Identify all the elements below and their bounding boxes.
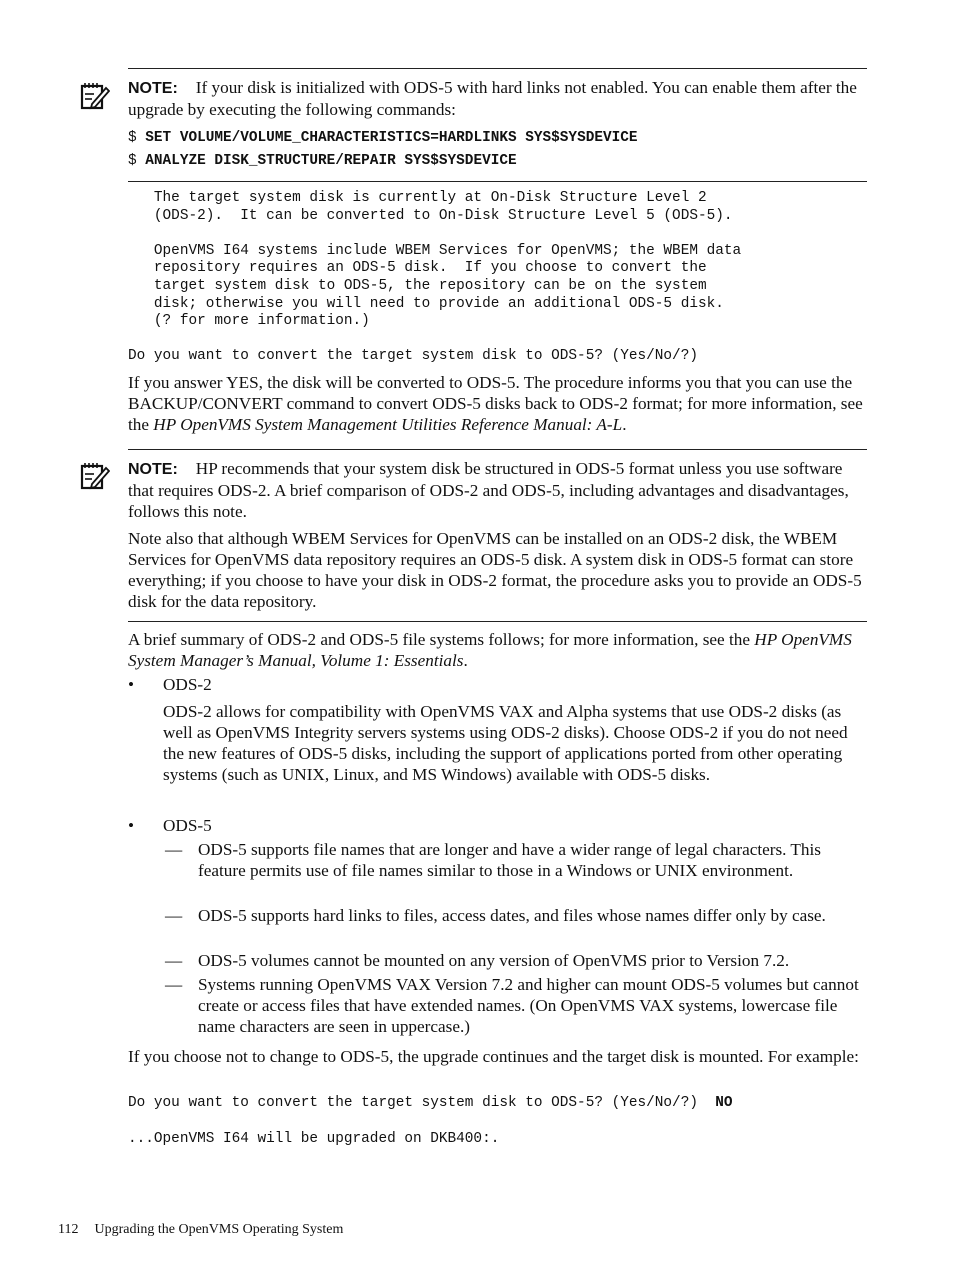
console-output-1 [128, 190, 741, 366]
paragraph-summary: A brief summary of ODS-2 and ODS-5 file systems follows; for more information, see the HP OpenVMS System Manager’s Manual, Volume 1: Essentials. [128, 630, 852, 670]
note-pencil-icon [80, 460, 110, 492]
bullet-ods2-title: ODS-2 [163, 675, 212, 694]
console-line: (? for more information.) [128, 313, 370, 330]
footer-section-title: Upgrading the OpenVMS Operating System [94, 1222, 344, 1237]
page-number: 112 [58, 1222, 79, 1237]
console-line: (ODS-2). It can be converted to On-Disk Structure Level 5 (ODS-5). [128, 207, 733, 224]
note2-bottom-rule [128, 621, 867, 622]
note1-label: NOTE: [128, 80, 178, 97]
note2-label: NOTE: [128, 461, 178, 478]
console-line: repository requires an ODS-5 disk. If you choose to convert the [128, 260, 707, 277]
bullet-ods5-title: ODS-5 [163, 816, 212, 835]
note1-text: NOTE: If your disk is initialized with ODS-5 with hard links not enabled. You can enable them after the upgrade by executing the following commands: [128, 78, 857, 119]
console-result-2: ...OpenVMS I64 will be upgraded on DKB400:. [128, 1131, 500, 1147]
dash-mark: — [165, 906, 183, 925]
manual-reference-1: HP OpenVMS System Management Utilities Reference Manual: A-L [153, 415, 623, 434]
console-prompt-2: Do you want to convert the target system disk to ODS-5? (Yes/No/?) NO [128, 1095, 733, 1111]
manual-reference-2: HP OpenVMS System Manager’s Manual, Volume 1: Essentials [128, 630, 852, 670]
console-line: OpenVMS I64 systems include WBEM Services for OpenVMS; the WBEM data [128, 242, 742, 259]
console-line [128, 331, 741, 349]
note1-top-rule [128, 68, 867, 69]
note1-command-2: $ ANALYZE DISK_STRUCTURE/REPAIR SYS$SYSDEVICE [128, 153, 517, 169]
paragraph-no-answer: If you choose not to change to ODS-5, the upgrade continues and the target disk is mounted. For example: [128, 1047, 859, 1066]
note2-text: NOTE: HP recommends that your system disk be structured in ODS-5 format unless you use software that requires ODS-2. A brief comparison of ODS-2 and ODS-5, including advantages and disadvantages, follows this note. [128, 459, 849, 521]
paragraph-yes-answer: If you answer YES, the disk will be converted to ODS-5. The procedure informs you that you can use the BACKUP/CONVERT command to convert ODS-5 disks back to ODS-2 format; for more information, see the HP OpenVMS System Management Utilities Reference Manual: A-L. [128, 373, 863, 434]
console-answer: NO [715, 1095, 733, 1111]
note2-text-2: Note also that although WBEM Services for OpenVMS can be installed on an ODS-2 disk, the WBEM Services for OpenVMS data repository requires an ODS-5 disk. A system disk in ODS-5 format can store everything; if you choose to have your disk in ODS-2 format, the procedure asks you to provide an ODS-5 disk for the data repository. [128, 529, 862, 611]
dash-mark: — [165, 975, 183, 994]
ods5-item-2: ODS-5 supports hard links to files, access dates, and files whose names differ only by case. [198, 906, 826, 925]
console-line: Do you want to convert the target system disk to ODS-5? (Yes/No/?) [128, 348, 698, 365]
note1-command-1: $ SET VOLUME/VOLUME_CHARACTERISTICS=HARDLINKS SYS$SYSDEVICE [128, 130, 638, 146]
note2-top-rule [128, 449, 867, 450]
ods5-item-3: ODS-5 volumes cannot be mounted on any version of OpenVMS prior to Version 7.2. [198, 951, 790, 970]
dash-mark: — [165, 840, 183, 859]
dash-mark: — [165, 951, 183, 970]
bullet-ods2-text: ODS-2 allows for compatibility with OpenVMS VAX and Alpha systems that use ODS-2 disks (as well as OpenVMS Integrity servers systems using ODS-2 disks). Choose ODS-2 if you do not need the new features of ODS-5 disks, including the support of applications ported from other operating systems (such as UNIX, Linux, and MS Windows) available with ODS-5 disks. [163, 702, 848, 784]
note1-bottom-rule [128, 181, 867, 182]
ods5-item-4: Systems running OpenVMS VAX Version 7.2 and higher can mount ODS-5 volumes but cannot create or access files that have extended names. (On OpenVMS VAX systems, lowercase file name characters are seen in uppercase.) [198, 975, 859, 1036]
ods5-item-1: ODS-5 supports file names that are longer and have a wider range of legal characters. This feature permits use of file names similar to those in a Windows or UNIX environment. [198, 840, 821, 880]
console-line: target system disk to ODS-5, the repository can be on the system [128, 277, 707, 294]
console-line [128, 225, 741, 243]
note-pencil-icon [80, 80, 110, 112]
console-line: The target system disk is currently at On-Disk Structure Level 2 [128, 190, 707, 206]
bullet-mark: • [128, 816, 135, 835]
bullet-mark: • [128, 675, 135, 694]
console-line: disk; otherwise you will need to provide an additional ODS-5 disk. [128, 295, 724, 312]
page-footer [58, 1222, 343, 1238]
